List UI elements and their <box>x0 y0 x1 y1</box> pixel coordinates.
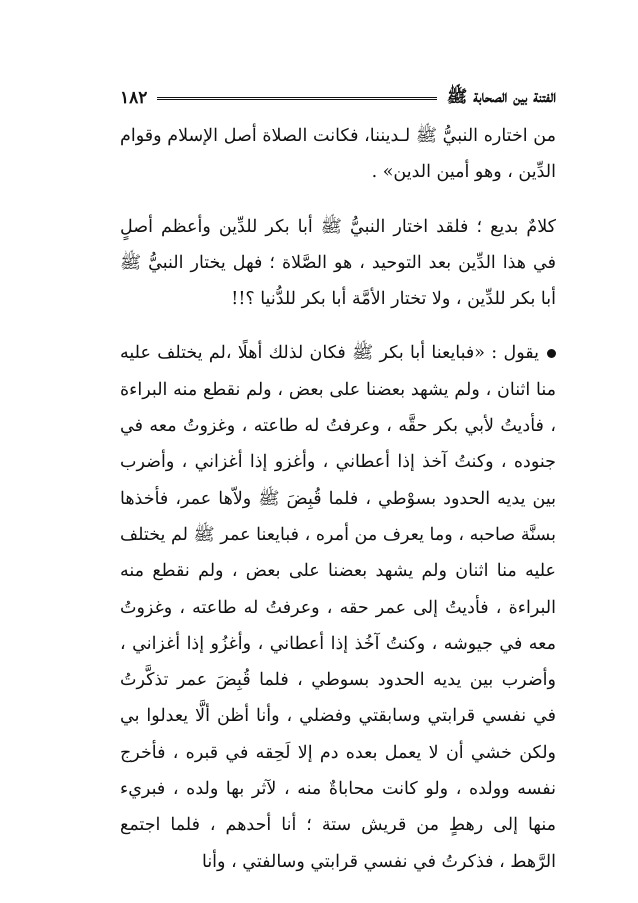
page-body <box>120 118 556 880</box>
header-rule <box>157 97 436 100</box>
paragraph-narration <box>120 335 556 879</box>
paragraph-commentary: كلامٌ بديع ؛ فلقد اختار النبيُّ ﷺ أبا بكر للدِّين وأعظم أصلٍ في هذا الدِّين بعد التوحيد ، هو الصَّلاة ؛ فهل يختار النبيُّ ﷺ أبا بكر للدِّين ، ولا تختار الأمَّة أبا بكر للدُّنيا ؟!! <box>120 216 556 310</box>
running-header <box>120 86 556 110</box>
paragraph-gap <box>120 317 556 335</box>
page-number: ١٨٢ <box>120 88 148 108</box>
running-title: الفتنة بين الصحابة ﷺ <box>446 86 556 107</box>
paragraph-quote-end: من اختاره النبيُّ ﷺ لـديننا، فكانت الصلاة أصل الإسلام وقوام الدِّين ، وهو أمين الدين» . <box>120 126 556 183</box>
paragraph-narration-text: يقول : «فبايعنا أبا بكر ﷺ فكان لذلك أهلًا ،لم يختلف عليه منا اثنان ، ولم يشهد بعضنا على بعض ، ولم نقطع منه البراءة ، فأديتُ لأبي بكر حقَّه ، وعرفتُ له طاعته ، وغزوتُ معه في جنوده ، وكنتُ آخذ إذا أعطاني ، وأغزو إذا أغزاني ، وأضرب بين يديه الحدود بسوْطي ، فلما قُبِضَ ﷺ ولاّها عمر، فأخذها بسنَّة صاحبه ، وما يعرف من أمره ، فبايعنا عمر ﷺ لم يختلف عليه منا اثنان ولم يشهد بعضنا على بعض ، ولم نقطع منه البراءة ، فأديتُ إلى عمر حقه ، وعرفتُ له طاعته ، وغزوتُ معه في جيوشه ، وكنتُ آخُذ إذا أعطاني ، وأغزُو إذا أغزاني ، وأضرب بين يديه الحدود بسوطي ، فلما قُبِضَ عمر تذكَّرتُ في نفسي قرابتي وسابقتي وفضلي ، وأنا أظن ألَّا يعدلوا بي ولكن خشي أن لا يعمل بعده دم إلا لَحِقه في قبره ، فأخرج نفسه وولده ، ولو كانت محاباةٌ منه ، لآثر بها ولده ، فبريء منها إلى رهطٍ من قريش ستة ؛ أنا أحدهم ، فلما اجتمع الرَّهط ، فذكرتُ في نفسي قرابتي وسالفتي ، وأنا <box>120 343 556 872</box>
bullet-icon <box>547 349 556 358</box>
paragraph-gap <box>120 191 556 209</box>
